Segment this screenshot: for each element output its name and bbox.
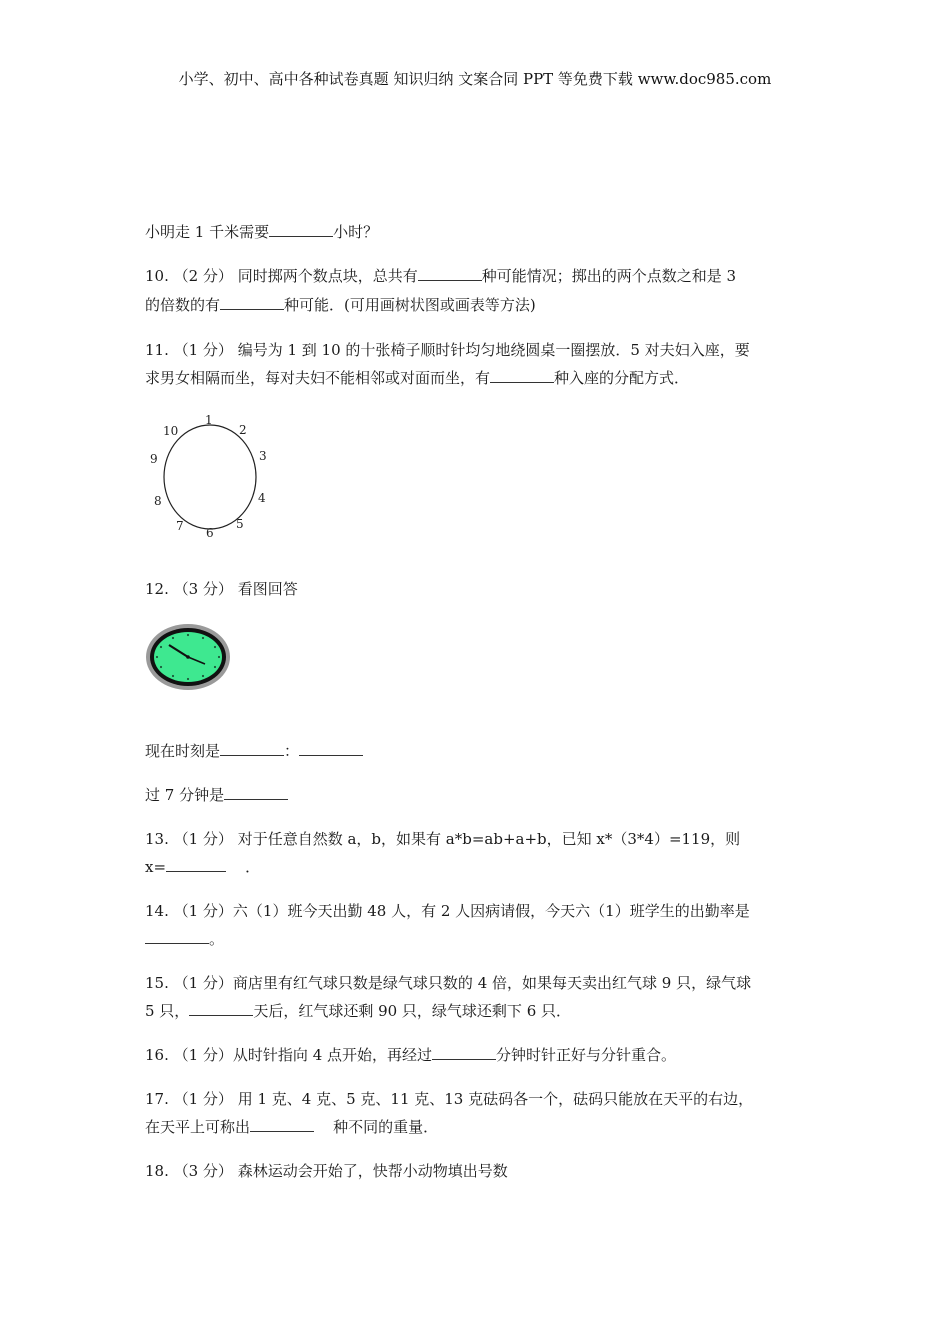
seat-label: 7 [176, 519, 184, 533]
q14-line1: 14. （1 分）六（1）班今天出勤 48 人，有 2 人因病请假，今天六（1）班学生的出勤率是 [145, 902, 750, 920]
seat-label: 8 [154, 494, 162, 508]
answer-blank[interactable] [166, 857, 226, 872]
q10-line1: 10. （2 分） 同时掷两个数点块，总共有 种可能情况；掷出的两个点数之和是 3 [145, 267, 737, 285]
answer-blank[interactable] [269, 222, 333, 237]
answer-blank[interactable] [250, 1117, 314, 1132]
seat-label: 9 [150, 452, 158, 466]
seat-label: 1 [205, 413, 213, 427]
answer-blank[interactable] [145, 929, 209, 944]
answer-blank[interactable] [418, 266, 482, 281]
q13-line2: x= ． [145, 858, 261, 876]
q11-line2: 求男女相隔而坐，每对夫妇不能相邻或对面而坐，有 种入座的分配方式． [145, 369, 690, 387]
q12-title: 12. （3 分） 看图回答 [145, 580, 298, 598]
q14-line2: 。 [145, 928, 810, 950]
q12-now: 现在时刻是 ： [145, 740, 810, 762]
seat-label: 3 [259, 449, 267, 463]
round-table-figure [145, 410, 275, 545]
seat-label: 6 [206, 526, 214, 540]
q13-line1: 13. （1 分） 对于任意自然数 a，b，如果有 a*b=ab+a+b，已知 x*（3*4）=119，则 [145, 830, 741, 848]
q18: 18. （3 分） 森林运动会开始了，快帮小动物填出号数 [145, 1162, 508, 1180]
answer-blank[interactable] [220, 741, 284, 756]
round-table [164, 425, 256, 529]
answer-blank[interactable] [490, 368, 554, 383]
clock-center [186, 655, 190, 659]
q9-tail: 小明走 1 千米需要 小时？ [145, 223, 379, 241]
q15-line2: 5 只， 天后，红气球还剩 90 只，绿气球还剩下 6 只． [145, 1002, 572, 1020]
answer-blank[interactable] [189, 1001, 253, 1016]
seat-label: 2 [239, 423, 247, 437]
q12-after: 过 7 分钟是 [145, 784, 810, 806]
q15-line1: 15. （1 分）商店里有红气球只数是绿气球只数的 4 倍，如果每天卖出红气球 9 只，绿气球 [145, 974, 752, 992]
seat-label: 4 [258, 491, 266, 505]
answer-blank[interactable] [299, 741, 363, 756]
q17-line1: 17. （1 分） 用 1 克、4 克、5 克、11 克、13 克砝码各一个，砝码只能放在天平的右边， [145, 1090, 754, 1108]
q16: 16. （1 分）从时针指向 4 点开始，再经过 分钟时针正好与分针重合。 [145, 1046, 677, 1064]
q17-line2: 在天平上可称出 种不同的重量． [145, 1118, 439, 1136]
page-header: 小学、初中、高中各种试卷真题 知识归纳 文案合同 PPT 等免费下载 www.doc985.com [178, 70, 772, 88]
answer-blank[interactable] [220, 295, 284, 310]
q10-line2: 的倍数的有 种可能．(可用画树状图或画表等方法) [145, 296, 536, 314]
q11-line1: 11. （1 分） 编号为 1 到 10 的十张椅子顺时针均匀地绕圆桌一圈摆放．5 对夫妇入座，要 [145, 341, 750, 359]
answer-blank[interactable] [432, 1045, 496, 1060]
clock-figure [145, 620, 235, 695]
answer-blank[interactable] [224, 785, 288, 800]
seat-label: 5 [236, 517, 244, 531]
seat-label: 10 [163, 424, 179, 438]
